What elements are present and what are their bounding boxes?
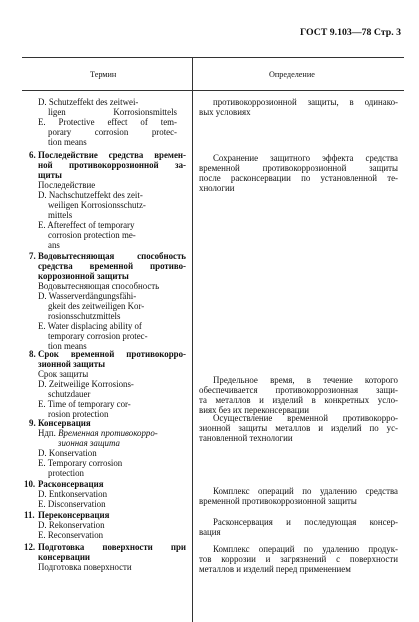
- term-number: 12.: [24, 542, 36, 552]
- term-line: E. Time of temporary cor-: [38, 399, 131, 409]
- term-title-line: ной противокоррозионной за-: [38, 160, 186, 170]
- term-title-line: Срок временной противокорро-: [38, 349, 186, 359]
- definition-line: после расконсервации по установленной те-: [199, 173, 398, 183]
- term-title-line: средства временной противо-: [38, 261, 186, 271]
- term-line: D. Konservation: [38, 448, 97, 458]
- term-line: weiligen Korrosionsschutz-: [48, 200, 146, 210]
- term-title-line: зионной защиты: [38, 359, 106, 369]
- definition-line: вация: [199, 527, 221, 537]
- term-title-line: коррозионной защиты: [38, 271, 129, 281]
- term-number: 11.: [24, 510, 35, 520]
- definition-line: зионной защиты металлов и изделий по ус-: [199, 423, 398, 433]
- term-line: rosion protection: [48, 409, 109, 419]
- term-line: D. Rekonservation: [38, 520, 105, 530]
- definition-line: временной противокоррозионной защиты: [199, 163, 398, 173]
- term-number: 8.: [29, 349, 36, 359]
- page-header-code: ГОСТ 9.103—78 Стр. 3: [300, 27, 401, 38]
- definition-line: хнологии: [199, 183, 235, 193]
- term-line: Подготовка поверхности: [38, 562, 132, 572]
- term-number: 6.: [29, 150, 36, 160]
- term-line: gkeit des zeitweiligen Kor-: [48, 301, 145, 311]
- term-title-line: консервации: [38, 552, 91, 562]
- definition-line: временной противокоррозионной защиты: [199, 496, 357, 506]
- term-line: E. Reconservation: [38, 530, 104, 540]
- rejected-term-text: Временная противокорро-: [58, 428, 158, 438]
- term-line: E. Temporary corrosion: [38, 458, 123, 468]
- term-title-line: Подготовка поверхности при: [38, 542, 186, 552]
- term-line: Водовытесняющая способность: [38, 281, 160, 291]
- definition-line: виях без их переконсервации: [199, 405, 310, 415]
- column-header-definition: Определение: [269, 70, 315, 79]
- term-line: protection: [48, 468, 84, 478]
- definition-line: обеспечивается противокоррозионная защи-: [199, 385, 398, 395]
- term-line: rosionsschutzmittels: [48, 311, 121, 321]
- rejected-term-line: [38, 428, 158, 438]
- term-line: corrosion protection me-: [48, 230, 136, 240]
- term-line: ans: [48, 240, 60, 250]
- term-number: 9.: [29, 418, 36, 428]
- definition-line: противокоррозионной защиты, в одинако-: [213, 97, 398, 107]
- term-line: porary corrosion protec-: [48, 127, 177, 137]
- definition-line: Расконсервация и последующая консер-: [213, 517, 398, 527]
- rejected-term-label: Ндп.: [38, 428, 56, 438]
- term-line: E. Aftereffect of temporary: [38, 220, 135, 230]
- term-number: 7.: [29, 251, 36, 261]
- definition-line: Осуществление временной противокорро-: [213, 413, 398, 423]
- term-line: D. Entkonservation: [38, 489, 108, 499]
- table-top-rule: [22, 57, 404, 58]
- definition-line: металлов и изделий перед применением: [199, 564, 351, 574]
- term-line: schutzdauer: [48, 389, 91, 399]
- term-line: E. Protective effect of tem-: [38, 117, 177, 127]
- definition-line: тановленной технологии: [199, 433, 293, 443]
- term-title-line: Консервация: [38, 418, 91, 428]
- definition-line: Сохранение защитного эффекта средства: [213, 153, 398, 163]
- term-line: D. Nachschutzeffekt des zeit-: [38, 190, 143, 200]
- definition-line: Комплекс операций по удалению продук-: [213, 544, 398, 554]
- term-line: tion means: [48, 341, 87, 351]
- term-line: mittels: [48, 210, 73, 220]
- definition-line: тов коррозии и загрязнений с поверхности: [199, 554, 398, 564]
- term-line: D. Wasserverdängungsfähi-: [38, 291, 137, 301]
- term-title-line: Расконсервация: [38, 479, 104, 489]
- definition-line: та металлов и изделий в конкретных усло-: [199, 395, 398, 405]
- term-line: tion means: [48, 137, 87, 147]
- term-title-line: Водовытесняющая способность: [38, 251, 186, 261]
- term-title-line: Последействие средства времен-: [38, 150, 186, 160]
- table-header-rule: [22, 90, 404, 91]
- term-line: D. Zeitweilige Korrosions-: [38, 379, 134, 389]
- term-line: E. Disconservation: [38, 499, 106, 509]
- term-number: 10.: [24, 479, 36, 489]
- rejected-term-text: зионная защита: [58, 438, 120, 448]
- definition-line: Предельное время, в течение которого: [213, 375, 398, 385]
- term-line: ligen Korrosionsmittels: [48, 107, 177, 117]
- definition-line: Комплекс операций по удалению средства: [213, 486, 398, 496]
- column-header-term: Термин: [90, 70, 117, 79]
- term-line: E. Water displacing ability of: [38, 321, 142, 331]
- term-line: D. Schutzeffekt des zeitwei-: [38, 97, 139, 107]
- term-line: Последействие: [38, 180, 96, 190]
- definition-line: вых условиях: [199, 107, 251, 117]
- term-title-line: щиты: [38, 170, 62, 180]
- term-line: temporary corrosion protec-: [48, 331, 148, 341]
- column-divider: [192, 57, 193, 622]
- term-title-line: Переконсервация: [38, 510, 110, 520]
- term-line: Срок защиты: [38, 369, 89, 379]
